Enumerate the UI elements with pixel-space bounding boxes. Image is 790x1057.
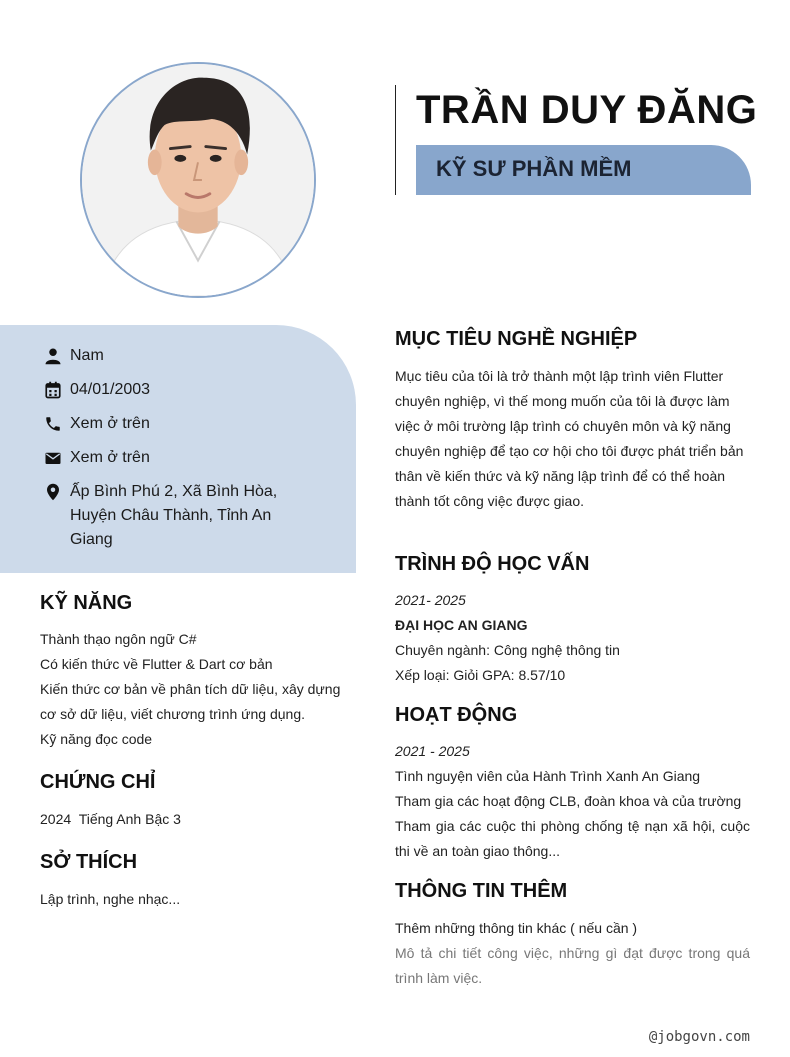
profile-photo — [80, 62, 316, 298]
list-item: Tình nguyện viên của Hành Trình Xanh An Giang — [395, 768, 701, 784]
phone-value: Xem ở trên — [70, 415, 150, 432]
education-period: 2021- 2025 — [395, 592, 466, 608]
mail-icon — [44, 449, 62, 467]
gender-value: Nam — [70, 347, 104, 364]
birthday-value: 04/01/2003 — [70, 381, 151, 398]
skills-title: KỸ NĂNG — [40, 592, 133, 614]
objective-title: MỤC TIÊU NGHỀ NGHIỆP — [395, 328, 638, 350]
hobbies-title: SỞ THÍCH — [40, 851, 138, 873]
list-item: Kiến thức cơ bản về phân tích dữ liệu, xây dựng cơ sở dữ liệu, viết chương trình ứng dụng. — [40, 681, 341, 722]
portrait-illustration — [82, 64, 314, 296]
objective-text: Mục tiêu của tôi là trở thành một lập trình viên Flutter chuyên nghiệp, vì thế mong muốn của tôi là được làm việc ở môi trường lập trình có chuyên môn và kỹ năng chuyên nghiệp để tạo cơ hội cho tôi được phát triển bản thân về kiến thức và kỹ năng lập trình để có thể hoàn thành tốt công việc được giao. — [395, 368, 744, 509]
education-title: TRÌNH ĐỘ HỌC VẤN — [395, 553, 590, 575]
extra-line-1: Thêm những thông tin khác ( nếu cần ) — [395, 920, 638, 936]
education-major: Chuyên ngành: Công nghệ thông tin — [395, 642, 620, 658]
skills-list — [40, 627, 356, 752]
education-block — [395, 588, 750, 688]
list-item: Có kiến thức về Flutter & Dart cơ bản — [40, 656, 273, 672]
watermark: @jobgovn.com — [648, 1029, 750, 1045]
list-item: Tham gia các hoạt động CLB, đoàn khoa và của trường — [395, 793, 742, 809]
extra-title: THÔNG TIN THÊM — [395, 880, 568, 902]
location-pin-icon — [44, 483, 62, 501]
activities-title: HOẠT ĐỘNG — [395, 704, 518, 726]
list-item: Tham gia các cuộc thi phòng chống tệ nạn xã hội, cuộc thi về an toàn giao thông... — [395, 818, 750, 859]
job-title-banner: KỸ SƯ PHẦN MỀM — [416, 145, 751, 195]
address-value: Ấp Bình Phú 2, Xã Bình Hòa, Huyện Châu Thành, Tỉnh An Giang — [70, 483, 278, 548]
extra-line-2: Mô tả chi tiết công việc, những gì đạt được trong quá trình làm việc. — [395, 945, 750, 986]
extra-block — [395, 916, 750, 991]
email-value: Xem ở trên — [70, 449, 150, 466]
activities-period: 2021 - 2025 — [395, 743, 470, 759]
education-school: ĐẠI HỌC AN GIANG — [395, 617, 528, 633]
certificate-item — [40, 807, 181, 832]
certificate-name: Tiếng Anh Bậc 3 — [78, 811, 181, 827]
person-icon — [44, 347, 62, 365]
list-item: Kỹ năng đọc code — [40, 731, 153, 747]
list-item: Thành thạo ngôn ngữ C# — [40, 631, 197, 647]
name-block — [395, 85, 758, 195]
hobbies-text — [40, 887, 180, 912]
activities-block — [395, 739, 750, 864]
certificate-year: 2024 — [40, 811, 72, 827]
hobbies-value: Lập trình, nghe nhạc... — [40, 891, 181, 907]
phone-icon — [44, 415, 62, 433]
candidate-name: TRẦN DUY ĐĂNG — [416, 88, 758, 132]
certificates-title: CHỨNG CHỈ — [40, 771, 156, 793]
calendar-icon — [44, 381, 62, 399]
education-grade: Xếp loại: Giỏi GPA: 8.57/10 — [395, 667, 566, 683]
